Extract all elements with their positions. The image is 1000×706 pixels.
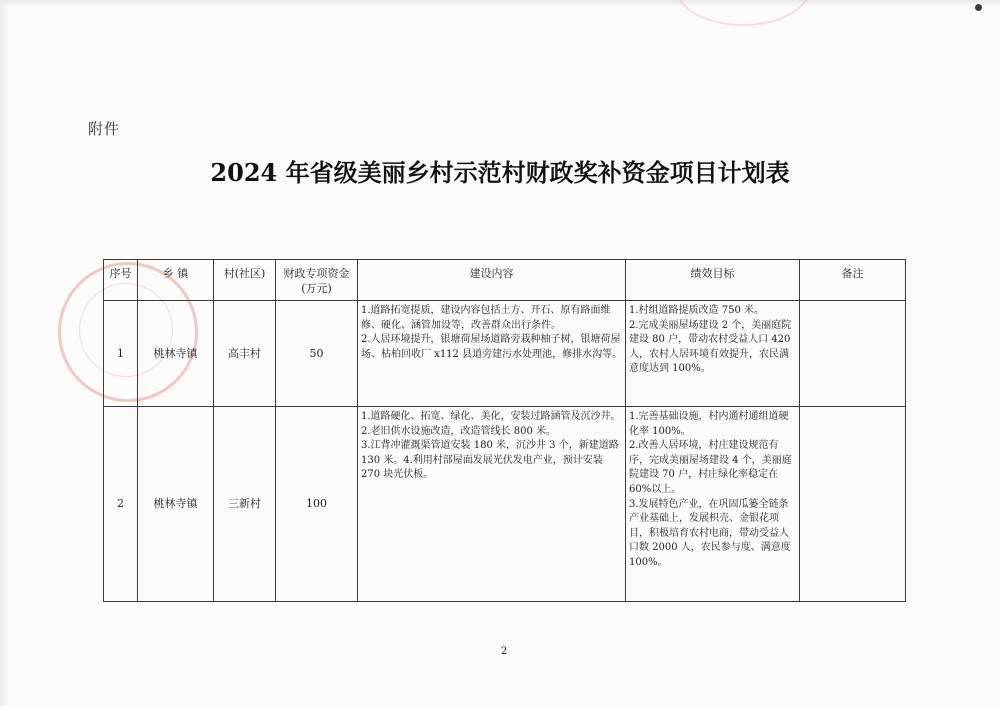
content-item: 1.道路拓宽提质，建设内容包括土方、开石、原有路面维修、硬化、涵管加设等，改善群众出行条件。 — [361, 305, 611, 331]
document-title: 2024 年省级美丽乡村示范村财政奖补资金项目计划表 — [210, 158, 790, 187]
corner-dot-mark — [975, 4, 982, 11]
cell-town: 桃林寺镇 — [138, 407, 214, 602]
cell-village: 三新村 — [214, 407, 276, 602]
header-remarks: 备注 — [800, 260, 906, 301]
cell-funds: 50 — [276, 301, 358, 407]
cell-remarks — [800, 407, 906, 602]
header-seq: 序号 — [104, 260, 138, 301]
faint-seal-mark-top — [676, 0, 810, 26]
cell-town: 桃林寺镇 — [138, 301, 214, 407]
cell-content — [358, 407, 626, 602]
header-village: 村(社区) — [214, 260, 276, 301]
content-item: 1.道路硬化、拓宽、绿化、美化，安装过路涵管及沉沙井。 — [361, 411, 621, 422]
cell-goals — [626, 407, 800, 602]
cell-remarks — [800, 301, 906, 407]
header-content: 建设内容 — [358, 260, 626, 301]
cell-goals — [626, 301, 800, 407]
header-town: 乡 镇 — [138, 260, 214, 301]
header-goals: 绩效目标 — [626, 260, 800, 301]
cell-funds: 100 — [276, 407, 358, 602]
goal-item: 2.完成美丽屋场建设 2 个，美丽庭院建设 80 户，带动农村受益人口 420人，农村人居环境有效提升，农民满意度达到 100%。 — [629, 319, 792, 375]
annex-label: 附件 — [88, 120, 121, 138]
table-row — [104, 301, 906, 407]
cell-seq: 2 — [104, 407, 138, 602]
cell-seq: 1 — [104, 301, 138, 407]
cell-content — [358, 301, 626, 407]
goal-item: 1.村组道路提质改造 750 米。 — [629, 305, 764, 316]
header-funds: 财政专项资金(万元) — [276, 260, 358, 301]
goal-item: 1.完善基础设施，村内通村通组道硬化率 100%。 — [629, 411, 789, 437]
content-item: 3.江背冲灌溉渠管道安装 180 米，沉沙井 3 个，新建道路 130 米。4.利用村部屋面发展光伏发电产业，预计安装 270 块光伏板。 — [361, 440, 619, 481]
cell-village: 高丰村 — [214, 301, 276, 407]
scan-shadow-top — [0, 0, 1000, 6]
page-number: 2 — [500, 646, 508, 657]
content-item: 2.老旧供水设施改造，改造管线长 800 米。 — [361, 425, 556, 437]
table-row — [104, 407, 906, 602]
table-header-row — [104, 260, 906, 301]
scan-shadow-left — [0, 0, 8, 706]
project-plan-table — [103, 259, 906, 602]
content-item: 2.人居环境提升，银塘荷屋场道路旁栽种柚子树，银塘荷屋场、枯柏回收厂 x112 县道旁建污水处理池，修排水沟等。 — [361, 334, 623, 360]
goal-item: 3.发展特色产业，在巩固瓜篓全链条产业基础上，发展枳壳、金银花项目，积极培育农村电商，带动受益人口数 2000 人，农民参与度、满意度 100%。 — [629, 498, 791, 568]
goal-item: 2.改善人居环境，村庄建设规范有序，完成美丽屋场建设 4 个，美丽庭院建设 70 户，村庄绿化率稳定在 60%以上。 — [629, 440, 792, 495]
